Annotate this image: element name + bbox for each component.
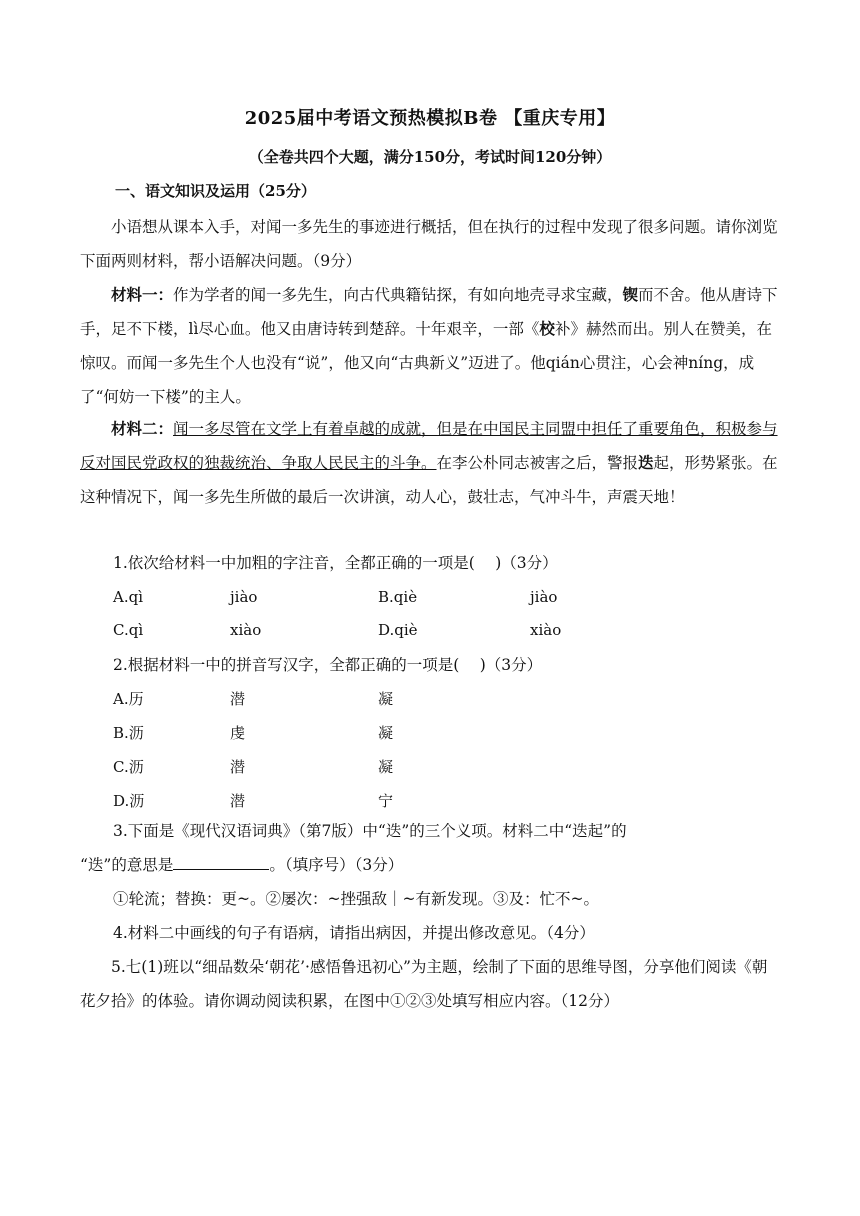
q2-option-c-second: 潜 xyxy=(230,758,246,776)
q2-option-d-third: 宁 xyxy=(378,792,394,810)
q2-option-d-second: 潜 xyxy=(230,792,246,810)
material-one-label: 材料一： xyxy=(111,285,174,304)
material-two-underlined-sentence: 闻一多尽管在文学上有着卓越的成就，但是在中国民主同盟中担任了重要角色，积极参与反对国民党政权的独裁统治、争取人民民主的斗争。 xyxy=(80,420,778,472)
q1-option-a-second: jiào xyxy=(230,588,258,606)
question-3-line-2 xyxy=(80,848,403,882)
q1-option-d: D.qiè xyxy=(378,621,418,639)
material-two-label: 材料二： xyxy=(111,419,174,438)
q2-option-b: B.沥 xyxy=(113,724,144,742)
material-two-bold-1: 迭 xyxy=(638,453,654,472)
q2-option-b-second: 虔 xyxy=(230,724,246,742)
question-3-line-1: 3.下面是《现代汉语词典》（第7版）中“迭”的三个义项。材料二中“迭起”的 xyxy=(113,822,627,840)
q1-option-c: C.qì xyxy=(113,621,144,639)
q2-option-c-third: 凝 xyxy=(378,758,394,776)
material-two-paragraph xyxy=(80,412,780,514)
q2-option-c: C.沥 xyxy=(113,758,144,776)
question-1-stem: 1.依次给材料一中加粗的字注音，全都正确的一项是( )（3分） xyxy=(113,554,558,572)
material-one-bold-2: 校 xyxy=(539,319,555,338)
material-one-paragraph xyxy=(80,278,780,414)
exam-title: 2025届中考语文预热模拟B卷 【重庆专用】 xyxy=(244,108,616,129)
q2-option-a-third: 凝 xyxy=(378,690,394,708)
question-5-stem: 5.七(1)班以“细品数朵‘朝花’·感悟鲁迅初心”为主题，绘制了下面的思维导图，分享他们阅读《朝花夕拾》的体验。请你调动阅读积累，在图中①②③处填写相应内容。（12分） xyxy=(80,958,768,1010)
question-3-line-2-end: 。（填序号）（3分） xyxy=(269,856,404,874)
answer-blank[interactable] xyxy=(173,851,269,870)
question-2-stem: 2.根据材料一中的拼音写汉字，全都正确的一项是( )（3分） xyxy=(113,656,543,674)
q1-option-a: A.qì xyxy=(113,588,143,606)
q1-option-c-second: xiào xyxy=(230,621,262,639)
material-one-bold-1: 锲 xyxy=(622,285,639,304)
q2-option-a-second: 潜 xyxy=(230,690,246,708)
q2-option-a: A.历 xyxy=(113,690,144,708)
q1-option-b: B.qiè xyxy=(378,588,418,606)
question-3-line-2-start: “迭”的意思是 xyxy=(80,856,174,874)
q1-option-b-second: jiào xyxy=(530,588,558,606)
material-two-text-1: 在李公朴同志被害之后，警报 xyxy=(436,454,639,472)
material-two-text-2: 起，形势紧张。在这种情况下，闻一多先生所做的最后一次讲演，动人心，鼓壮志，气冲斗牛，声震天地！ xyxy=(80,454,778,506)
q2-option-b-third: 凝 xyxy=(378,724,394,742)
q2-option-d: D.沥 xyxy=(113,792,145,810)
material-one-text-3: 补》赫然而出。别人在赞美，在惊叹。而闻一多先生个人也没有“说”，他又向“古典新义”迈进了。他qián心贯注，心会神níng，成了“何妨一下楼”的主人。 xyxy=(80,320,772,406)
question-3-senses: ①轮流；替换：更~。②屡次：~挫强敌｜~有新发现。③及：忙不~。 xyxy=(113,890,599,908)
q1-option-d-second: xiào xyxy=(530,621,562,639)
intro-paragraph: 小语想从课本入手，对闻一多先生的事迹进行概括，但在执行的过程中发现了很多问题。请你浏览下面两则材料，帮小语解决问题。（9分） xyxy=(80,218,778,270)
question-4-stem: 4.材料二中画线的句子有语病，请指出病因，并提出修改意见。（4分） xyxy=(113,924,595,942)
material-one-text-2: 而不舍。他从唐诗下手，足不下楼，lì尽心血。他又由唐诗转到楚辞。十年艰辛，一部《 xyxy=(80,286,778,338)
section-heading: 一、语文知识及运用（25分） xyxy=(115,182,316,200)
material-one-text-1: 作为学者的闻一多先生，向古代典籍钻探，有如向地壳寻求宝藏， xyxy=(173,286,623,304)
exam-subtitle: （全卷共四个大题，满分150分，考试时间120分钟） xyxy=(248,148,612,166)
